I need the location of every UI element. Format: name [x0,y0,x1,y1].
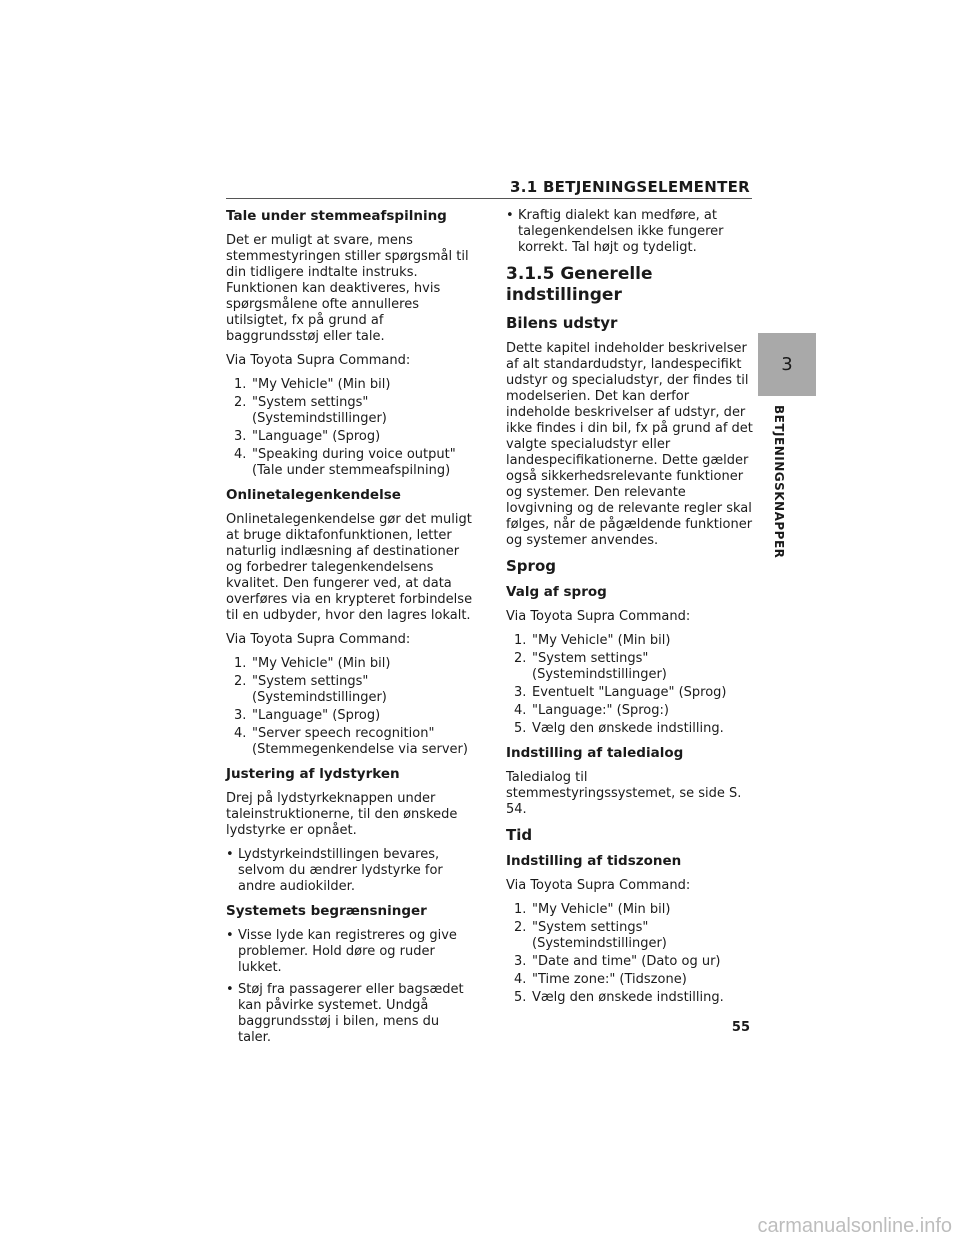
list-item: 4. "Server speech recognition" (Stemmegenkendelse via server) [234,726,468,757]
list-item: 2. "System settings" (Systemindstillinger) [234,395,387,426]
heading-sprog: Sprog [506,557,556,575]
chapter-tab: 3 [758,333,816,396]
list-item: 1. "My Vehicle" (Min bil) [234,656,391,671]
section-title: 3.1.5 Generelle indstillinger [506,264,653,305]
via-online: Via Toyota Supra Command: [226,632,411,647]
running-header: 3.1 BETJENINGSELEMENTER [509,178,750,196]
list-item: 1. "My Vehicle" (Min bil) [514,633,671,648]
list-item: 2. "System settings" (Systemindstillinger) [514,651,667,682]
list-item: 5. Vælg den ønskede indstilling. [514,990,724,1005]
steps-tale [226,377,474,479]
header-rule [226,198,752,199]
list-item: 3. "Date and time" (Dato og ur) [514,954,721,969]
list-item: 2. "System settings" (Systemindstillinger) [514,920,667,951]
list-item: • Visse lyde kan registreres og give problemer. Hold døre og ruder lukket. [226,928,457,975]
heading-online: Onlinetalegenkendelse [226,487,401,503]
list-item: 4. "Language:" (Sprog:) [514,703,669,718]
list-item: 2. "System settings" (Systemindstillinger) [234,674,387,705]
heading-begraensninger: Systemets begrænsninger [226,903,427,919]
page-number: 55 [731,1020,750,1035]
list-item: • Kraftig dialekt kan medføre, at talegenkendelsen ikke fungerer korrekt. Tal højt og tydeligt. [506,208,724,255]
para-tale: Det er muligt at svare, mens stemmestyringen stiller spørgsmål til din tidligere indtalte instruks. Funktionen kan deaktiveres, hvis spørgsmålene ofte annulleres utilsigtet, fx på grund af baggrundsstøj eller tale. [226,233,469,344]
list-item: 3. "Language" (Sprog) [234,429,381,444]
via-tid: Via Toyota Supra Command: [506,878,691,893]
steps-sprog [506,633,754,737]
heading-tale: Tale under stemmeafspilning [226,208,447,224]
via-sprog: Via Toyota Supra Command: [506,609,691,624]
right-column [506,208,754,1014]
para-online: Onlinetalegenkendelse gør det muligt at bruge diktafonfunktionen, letter naturlig indlæsning af destinationer og forbedrer talegenkendelsens kvalitet. Den fungerer ved, at data overføres via en krypteret forbindelse til en udbyder, hvor den lagres lokalt. [226,512,473,623]
subheading-taledialog: Indstilling af taledialog [506,745,684,761]
list-item: • Støj fra passagerer eller bagsædet kan påvirke systemet. Undgå baggrundsstøj i bilen, mens du taler. [226,982,464,1045]
heading-tid: Tid [506,826,533,844]
list-item: 1. "My Vehicle" (Min bil) [514,902,671,917]
bullets-lydstyrke [226,847,474,895]
steps-tid [506,902,754,1006]
heading-bilens-udstyr: Bilens udstyr [506,314,618,332]
list-item: 1. "My Vehicle" (Min bil) [234,377,391,392]
list-item: 4. "Speaking during voice output" (Tale under stemmeafspilning) [234,447,456,478]
via-tale: Via Toyota Supra Command: [226,353,411,368]
heading-lydstyrke: Justering af lydstyrken [226,766,400,782]
list-item: 3. Eventuelt "Language" (Sprog) [514,685,727,700]
chapter-label: BETJENINGSKNAPPER [772,405,786,559]
para-bilens-udstyr: Dette kapitel indeholder beskrivelser af alt standardudstyr, landespecifikt udstyr og specialudstyr, der findes til modelserien. Det kan derfor indeholde beskrivelser af udstyr, der ikke findes i din bil, fx på grund af det valgte specialudstyr eller landespecifikationerne. Dette gælder også sikkerhedsrelevante funktioner og systemer. Den relevante lovgivning og de relevante regler skal følges, når de pågældende funktioner og systemer anvendes. [506,341,753,548]
watermark: carmanualsonline.info [757,1215,952,1237]
left-column [226,208,474,1054]
subheading-tidszonen: Indstilling af tidszonen [506,853,682,869]
bullets-dialekt [506,208,754,256]
steps-online [226,656,474,758]
para-lydstyrke: Drej på lydstyrkeknappen under taleinstruktionerne, til den ønskede lydstyrke er opnået. [226,791,458,838]
list-item: 3. "Language" (Sprog) [234,708,381,723]
para-taledialog: Taledialog til stemmestyringssystemet, se side S. 54. [506,770,742,817]
list-item: 5. Vælg den ønskede indstilling. [514,721,724,736]
subheading-valg-af-sprog: Valg af sprog [506,584,607,600]
list-item: • Lydstyrkeindstillingen bevares, selvom du ændrer lydstyrke for andre audiokilder. [226,847,443,894]
list-item: 4. "Time zone:" (Tidszone) [514,972,687,987]
bullets-begraensninger [226,928,474,1046]
